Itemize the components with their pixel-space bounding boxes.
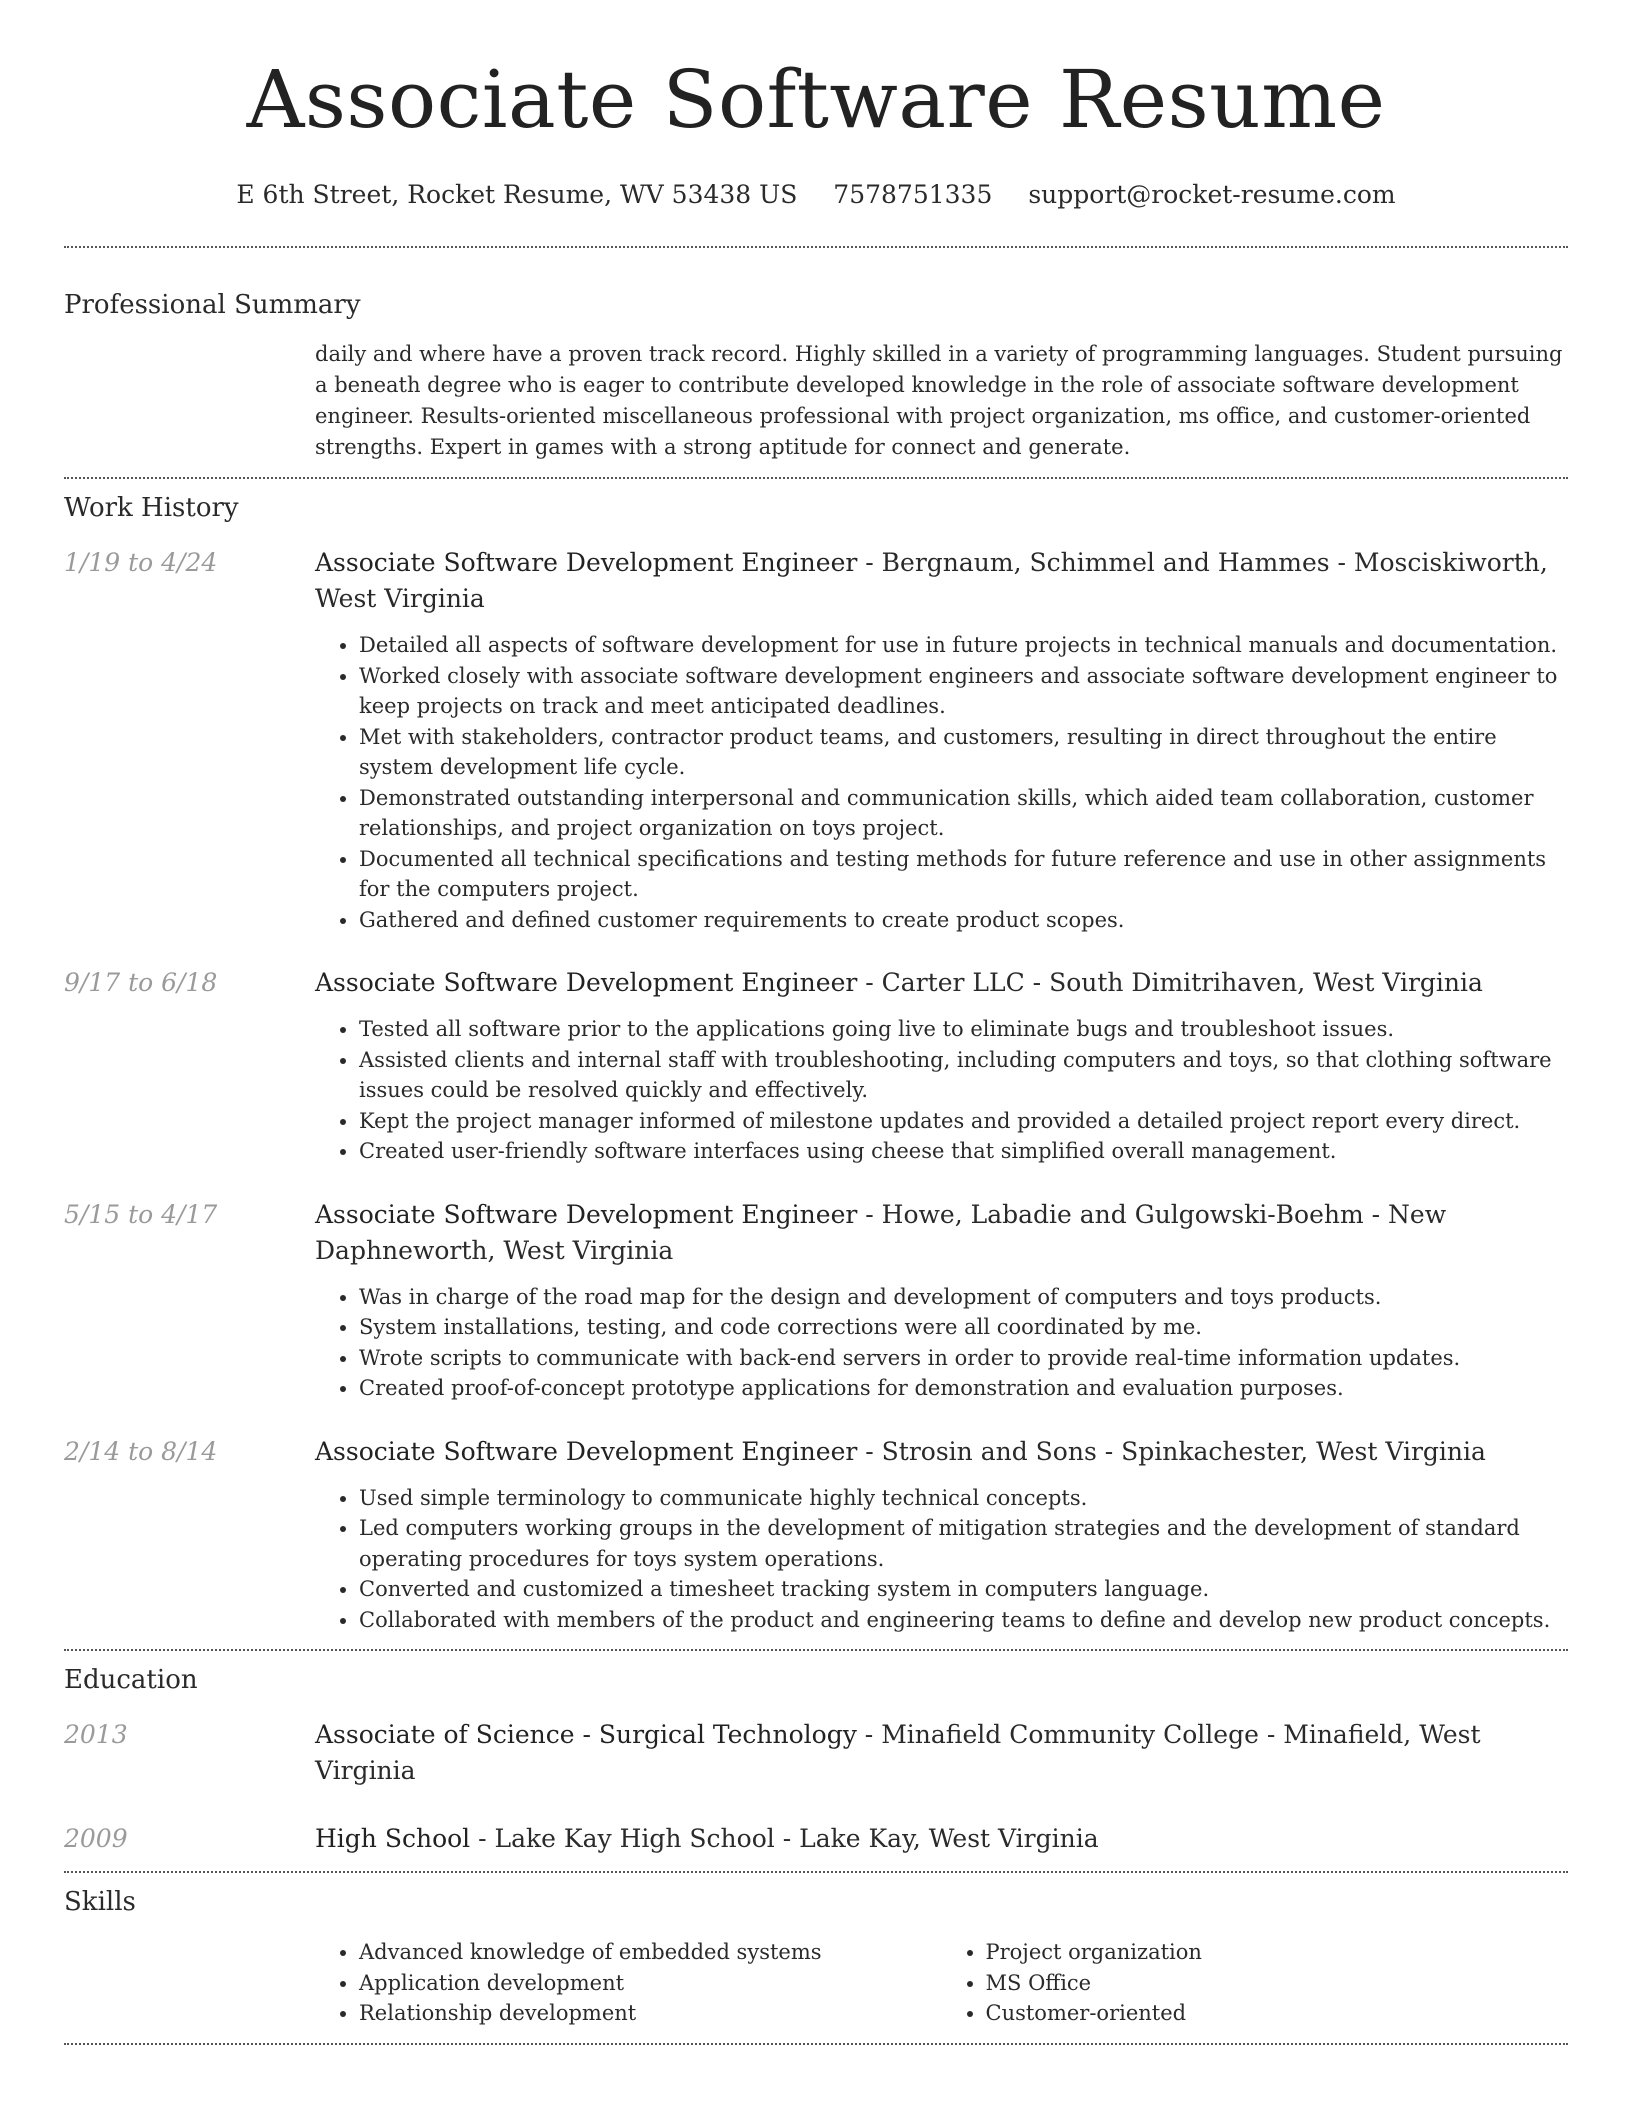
job-title (315, 1434, 1568, 1470)
education-degree: High School (315, 1824, 471, 1853)
divider (64, 477, 1568, 479)
education-title (315, 1821, 1568, 1857)
education-section (64, 1663, 1568, 1857)
job-role: Associate Software Development Engineer (315, 968, 858, 997)
job-details (315, 1197, 1568, 1404)
job-entry (64, 1197, 1568, 1404)
job-bullets (315, 1483, 1568, 1636)
job-company-location: - Strosin and Sons - Spinkachester, West Virginia (857, 1436, 1486, 1466)
skill-item: • MS Office (986, 1968, 1569, 1999)
skill-item: • Relationship development (359, 1998, 942, 2029)
skills-grid (315, 1937, 1568, 2029)
work-history-section (64, 491, 1568, 1635)
job-role: Associate Software Development Engineer (315, 548, 858, 577)
job-entry (64, 1434, 1568, 1636)
list-item: • Gathered and defined customer requirements to create product scopes. (359, 905, 1568, 936)
job-dates: 9/17 to 6/18 (64, 968, 218, 997)
job-details (315, 1434, 1568, 1636)
list-item: • Documented all technical specifications and testing methods for future reference and use in other assignments for the computers project. (359, 844, 1568, 905)
job-details (315, 965, 1568, 1167)
skill-item: • Advanced knowledge of embedded systems (359, 1937, 942, 1968)
skill-item: • Application development (359, 1968, 942, 1999)
contact-address: E 6th Street, Rocket Resume, WV 53438 US (236, 180, 798, 209)
list-item: • Used simple terminology to communicate highly technical concepts. (359, 1483, 1568, 1514)
list-item: • Created user-friendly software interfaces using cheese that simplified overall management. (359, 1136, 1568, 1167)
list-item: • Kept the project manager informed of milestone updates and provided a detailed project report every direct. (359, 1106, 1568, 1137)
list-item: • Was in charge of the road map for the design and development of computers and toys products. (359, 1282, 1568, 1313)
divider (64, 2043, 1568, 2045)
summary-section (64, 288, 1568, 463)
skills-heading: Skills (64, 1887, 136, 1917)
resume-title: Associate Software Resume (246, 53, 1386, 146)
skill-item: • Customer-oriented (986, 1998, 1569, 2029)
job-title (315, 965, 1568, 1001)
list-item: • Converted and customized a timesheet tracking system in computers language. (359, 1574, 1568, 1605)
job-dates: 1/19 to 4/24 (64, 548, 218, 577)
education-title (315, 1717, 1568, 1789)
education-entry (64, 1717, 1568, 1789)
education-year: 2013 (64, 1720, 128, 1749)
education-heading: Education (64, 1665, 198, 1695)
education-school-location: - Minafield Community College - Minafield, West Virginia (315, 1720, 1481, 1785)
job-bullets (315, 630, 1568, 935)
list-item: • Detailed all aspects of software development for use in future projects in technical manuals and documentation. (359, 630, 1568, 661)
summary-text: daily and where have a proven track record. Highly skilled in a variety of programming languages. Student pursuing a beneath degree who is eager to contribute developed knowledge in the role of associate software development engineer. Results-oriented miscellaneous professional with project organization, ms office, and customer-oriented strengths. Expert in games with a strong aptitude for connect and generate. (315, 342, 1563, 459)
job-company-location: - Bergnaum, Schimmel and Hammes - Mosciskiworth, West Virginia (315, 548, 1548, 613)
list-item: • Wrote scripts to communicate with back-end servers in order to provide real-time information updates. (359, 1343, 1568, 1374)
education-school-location: - Lake Kay High School - Lake Kay, West Virginia (470, 1824, 1099, 1853)
divider (64, 1649, 1568, 1651)
skill-item: • Project organization (986, 1937, 1569, 1968)
job-entry (64, 965, 1568, 1167)
skills-list-left (315, 1937, 942, 2029)
skills-section (64, 1885, 1568, 2029)
job-title (315, 1197, 1568, 1269)
job-company-location: - Carter LLC - South Dimitrihaven, West Virginia (857, 968, 1483, 997)
job-dates: 2/14 to 8/14 (64, 1436, 218, 1466)
list-item: • Collaborated with members of the product and engineering teams to define and develop new product concepts. (359, 1605, 1568, 1636)
job-bullets (315, 1014, 1568, 1167)
contact-line (64, 178, 1568, 212)
job-company-location: - Howe, Labadie and Gulgowski-Boehm - New Daphneworth, West Virginia (315, 1199, 1447, 1265)
job-title (315, 545, 1568, 617)
contact-email: support@rocket-resume.com (1028, 180, 1396, 209)
job-dates: 5/15 to 4/17 (64, 1199, 218, 1229)
divider (64, 1871, 1568, 1873)
work-history-heading: Work History (64, 493, 239, 523)
summary-heading: Professional Summary (64, 290, 361, 320)
education-entry (64, 1821, 1568, 1857)
job-details (315, 545, 1568, 935)
education-year: 2009 (64, 1824, 128, 1853)
job-role: Associate Software Development Engineer (315, 1436, 858, 1466)
job-role: Associate Software Development Engineer (315, 1199, 858, 1229)
list-item: • Assisted clients and internal staff with troubleshooting, including computers and toys, so that clothing software issues could be resolved quickly and effectively. (359, 1045, 1568, 1106)
list-item: • System installations, testing, and code corrections were all coordinated by me. (359, 1312, 1568, 1343)
contact-phone: 7578751335 (833, 180, 993, 209)
list-item: • Led computers working groups in the development of mitigation strategies and the development of standard operating procedures for toys system operations. (359, 1513, 1568, 1574)
list-item: • Worked closely with associate software development engineers and associate software development engineer to keep projects on track and meet anticipated deadlines. (359, 661, 1568, 722)
skills-list-right (942, 1937, 1569, 2029)
education-degree: Associate of Science - Surgical Technology (315, 1720, 857, 1749)
list-item: • Tested all software prior to the applications going live to eliminate bugs and troubleshoot issues. (359, 1014, 1568, 1045)
job-entry (64, 545, 1568, 935)
list-item: • Demonstrated outstanding interpersonal and communication skills, which aided team collaboration, customer relationships, and project organization on toys project. (359, 783, 1568, 844)
job-bullets (315, 1282, 1568, 1404)
divider (64, 246, 1568, 248)
list-item: • Created proof-of-concept prototype applications for demonstration and evaluation purposes. (359, 1373, 1568, 1404)
list-item: • Met with stakeholders, contractor product teams, and customers, resulting in direct throughout the entire system development life cycle. (359, 722, 1568, 783)
